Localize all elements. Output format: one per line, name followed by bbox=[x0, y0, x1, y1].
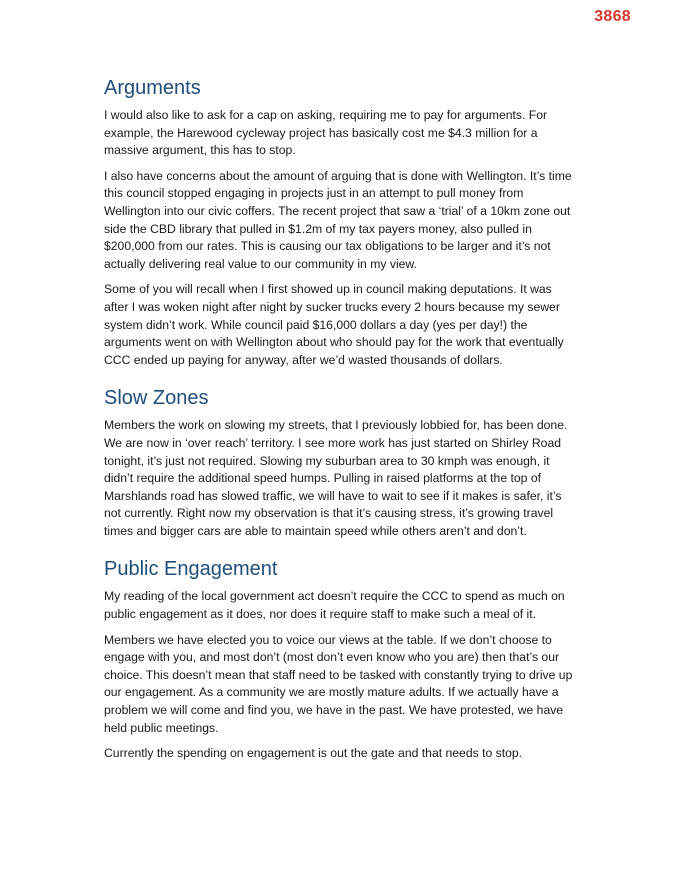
section-arguments bbox=[104, 74, 574, 369]
paragraph: I also have concerns about the amount of arguing that is done with Wellington. It’s time this council stopped engaging in projects just in an attempt to pull money from Wellington into our civic coffers. The recent project that saw a ‘trial’ of a 10km zone out side the CBD library that pulled in $1.2m of my tax payers money, also pulled in $200,000 from our rates. This is causing our tax obligations to be larger and it’s not actually delivering real value to our community in my view. bbox=[104, 168, 572, 271]
section-slow-zones bbox=[104, 384, 574, 540]
paragraph: Members the work on slowing my streets, that I previously lobbied for, has been done. We are now in ‘over reach’ territory. I see more work has just started on Shirley Road tonight, it’s just not required. Slowing my suburban area to 30 kmph was enough, it didn’t require the additional speed humps. Pulling in raised platforms at the top of Marshlands road has slowed traffic, we will have to wait to see if it makes is safer, it’s not currently. Right now my observation is that it’s causing stress, it’s growing travel times and bigger cars are able to maintain speed while others aren’t and don’t. bbox=[104, 418, 568, 538]
paragraph: Some of you will recall when I first showed up in council making deputations. It was after I was woken night after night by sucker trucks every 2 hours because my sewer system didn’t work. While council paid $16,000 dollars a day (yes per day!) the arguments went on with Wellington about who should pay for the work that eventually CCC ended up paying for anyway, after we’d wasted thousands of dollars. bbox=[104, 282, 564, 367]
section-public-engagement bbox=[104, 555, 574, 762]
paragraph: My reading of the local government act doesn’t require the CCC to spend as much on public engagement as it does, nor does it require staff to make such a meal of it. bbox=[104, 589, 565, 622]
section-heading: Slow Zones bbox=[104, 387, 209, 410]
page-number: 3868 bbox=[594, 8, 631, 25]
paragraph: Currently the spending on engagement is out the gate and that needs to stop. bbox=[104, 746, 523, 761]
section-heading: Arguments bbox=[104, 77, 201, 99]
document-body bbox=[104, 74, 574, 771]
paragraph: I would also like to ask for a cap on asking, requiring me to pay for arguments. For example, the Harewood cycleway project has basically cost me $4.3 million for a massive argument, this has to stop. bbox=[104, 108, 548, 158]
section-heading: Public Engagement bbox=[104, 558, 278, 581]
paragraph: Members we have elected you to voice our views at the table. If we don’t choose to engage with you, and most don’t (most don’t even know who you are) then that’s our choice. This doesn’t mean that staff need to be tasked with constantly trying to drive up our engagement. As a community we are mostly mature adults. If we actually have a problem we will come and find you, we have in the past. We have protested, we have held public meetings. bbox=[104, 632, 573, 735]
